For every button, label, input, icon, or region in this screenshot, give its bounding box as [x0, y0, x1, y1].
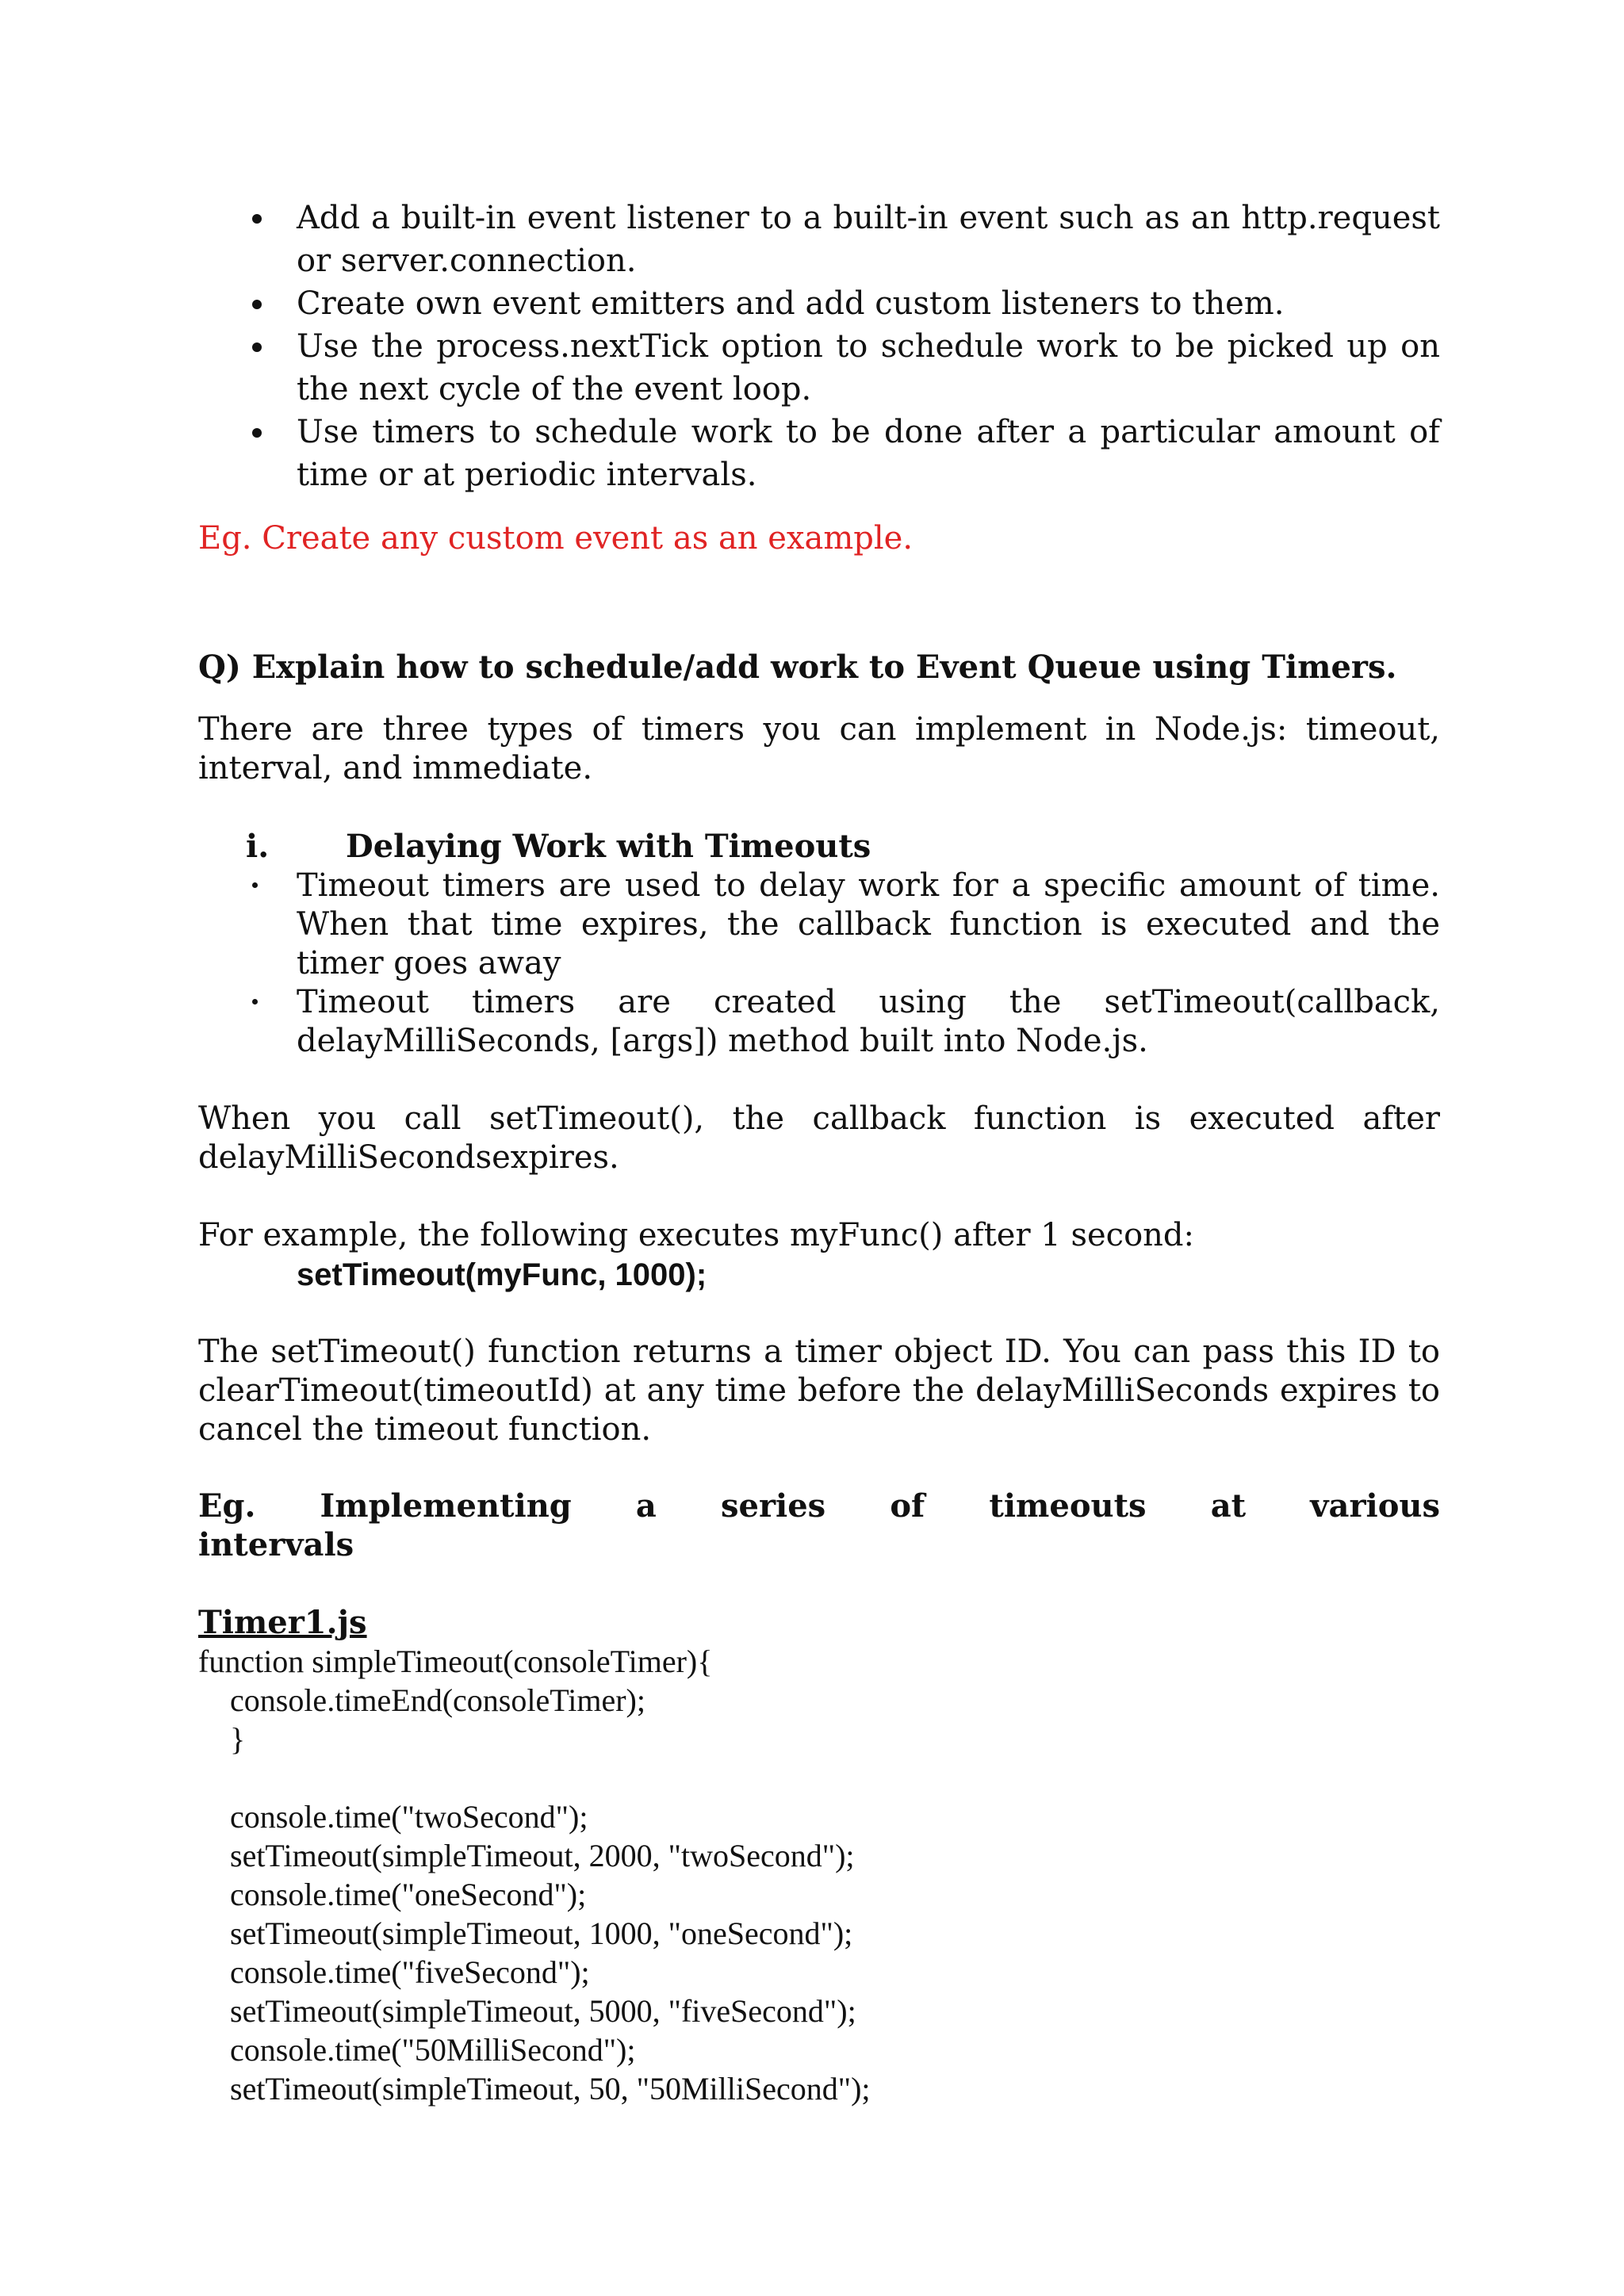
list-item: Create own event emitters and add custom listeners to them. [198, 282, 1440, 325]
code-line: setTimeout(simpleTimeout, 50, "50MilliSecond"); [198, 2071, 871, 2107]
list-item: Timeout timers are created using the setTimeout(callback, delayMilliSeconds, [args]) method built into Node.js. [198, 983, 1440, 1061]
list-item: Use timers to schedule work to be done after a particular amount of time or at periodic intervals. [198, 411, 1440, 496]
bullet-icon [252, 882, 258, 888]
code-line: console.time("fiveSecond"); [198, 1954, 590, 1990]
code-line: console.timeEnd(consoleTimer); [198, 1682, 645, 1718]
bullet-icon [252, 999, 258, 1004]
example-heading-line1: Eg. Implementing a series of timeouts at various [198, 1487, 1440, 1525]
code-line: console.time("50MilliSecond"); [198, 2032, 636, 2068]
code-line: setTimeout(simpleTimeout, 2000, "twoSecond"); [198, 1838, 855, 1873]
section-heading [246, 827, 871, 867]
example-paragraph: For example, the following executes myFunc() after 1 second: [198, 1217, 1194, 1253]
code-line: setTimeout(simpleTimeout, 5000, "fiveSecond"); [198, 1993, 856, 2029]
code-line: function simpleTimeout(consoleTimer){ [198, 1644, 713, 1679]
code-line: setTimeout(simpleTimeout, 1000, "oneSecond"); [198, 1915, 853, 1951]
example-code: setTimeout(myFunc, 1000); [297, 1257, 707, 1292]
bullet-icon [252, 300, 262, 309]
list-item: Timeout timers are used to delay work for a specific amount of time. When that time expires, the callback function is executed and the timer goes away [198, 867, 1440, 983]
when-paragraph: When you call setTimeout(), the callback function is executed after delayMilliSecondsexpires. [198, 1100, 1440, 1176]
code-line: } [198, 1721, 246, 1757]
code-line: console.time("oneSecond"); [198, 1877, 587, 1912]
list-item: Use the process.nextTick option to schedule work to be picked up on the next cycle of the event loop. [198, 325, 1440, 411]
bullet-icon [252, 428, 262, 438]
return-paragraph: The setTimeout() function returns a timer object ID. You can pass this ID to clearTimeout(timeoutId) at any time before the delayMilliSeconds expires to cancel the timeout function. [198, 1334, 1440, 1448]
section-number: i. [246, 828, 270, 865]
question-heading: Q) Explain how to schedule/add work to Event Queue using Timers. [198, 649, 1397, 686]
code-line: console.time("twoSecond"); [198, 1799, 588, 1835]
bullet-icon [252, 214, 262, 224]
timer-types-paragraph: There are three types of timers you can implement in Node.js: timeout, interval, and immediate. [198, 711, 1440, 786]
bullet-icon [252, 342, 262, 352]
list-item: Add a built-in event listener to a built-in event such as an http.request or server.connection. [198, 197, 1440, 282]
example-note: Eg. Create any custom event as an example. [198, 520, 914, 557]
section-title: Delaying Work with Timeouts [346, 828, 871, 865]
timeout-bullet-list [198, 867, 1440, 1061]
file-title: Timer1.js [198, 1604, 367, 1641]
example-heading-line2: intervals [198, 1526, 354, 1563]
intro-bullet-list [198, 197, 1440, 496]
